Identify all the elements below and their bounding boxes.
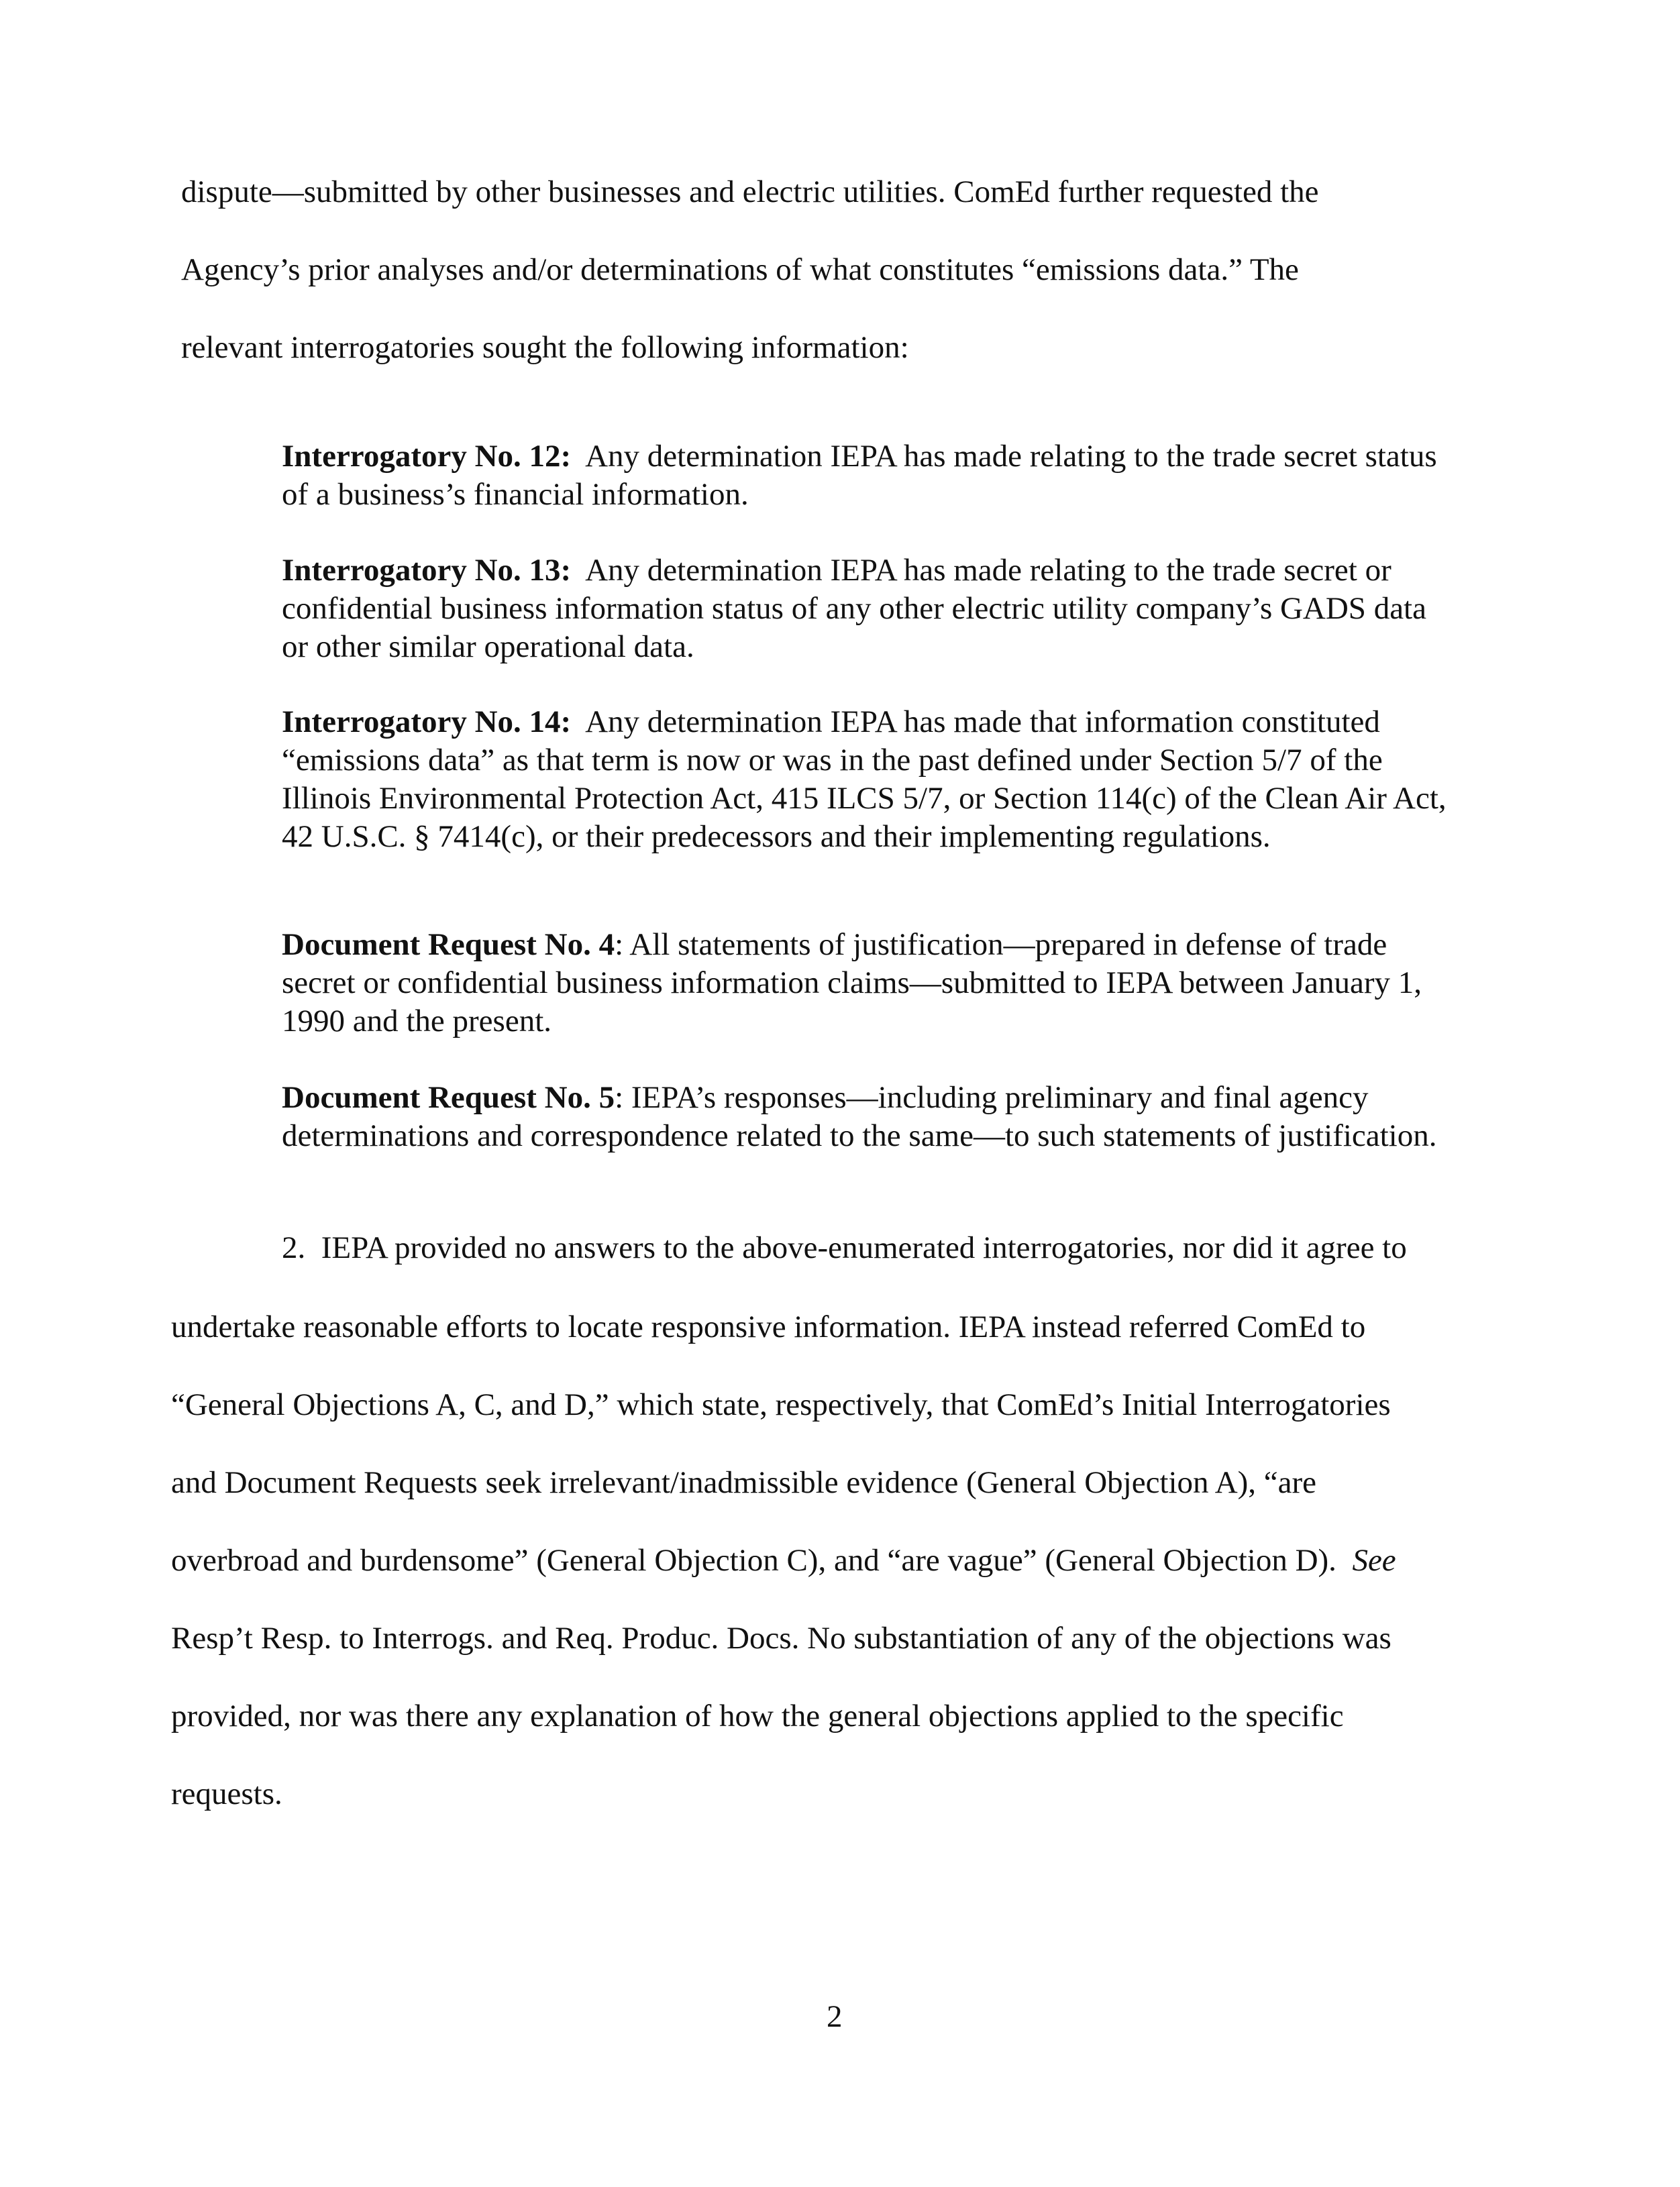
request-label: Interrogatory No. 13: [282,553,572,588]
request-text: : IEPA’s responses—including preliminary and final agency determinations and correspondence related to the same—to such statements of justification. [282,1080,1437,1153]
paragraph-2-line-5 [171,1542,1396,1579]
request-text: Any determination IEPA has made relating to the trade secret status of a business’s financial information. [282,439,1437,512]
page-number: 2 [827,1999,843,2034]
interrogatory-13 [282,551,1456,666]
paragraph-2-line-6: Resp’t Resp. to Interrogs. and Req. Produc. Docs. No substantiation of any of the objections was [171,1621,1392,1656]
paragraph-2-line-3: “General Objections A, C, and D,” which state, respectively, that ComEd’s Initial Interrogatories [171,1387,1391,1422]
intro-line-2: Agency’s prior analyses and/or determinations of what constitutes “emissions data.” The [181,252,1299,287]
request-text: : All statements of justification—prepared in defense of trade secret or confidential business information claims—submitted to IEPA between January 1, 1990 and the present. [282,927,1422,1038]
interrogatory-12 [282,437,1456,514]
intro-line-3: relevant interrogatories sought the following information: [181,330,909,365]
document-request-5 [282,1079,1456,1155]
request-label: Document Request No. 4 [282,927,615,962]
paragraph-2-line-7: provided, nor was there any explanation of how the general objections applied to the specific [171,1699,1344,1733]
paragraph-2-line-2: undertake reasonable efforts to locate responsive information. IEPA instead referred ComEd to [171,1310,1366,1344]
paragraph-2-line-1: 2. IEPA provided no answers to the above-enumerated interrogatories, nor did it agree to [282,1230,1407,1265]
request-label: Interrogatory No. 14: [282,704,572,739]
paragraph-2-line-8: requests. [171,1776,282,1811]
interrogatory-14 [282,703,1456,856]
paragraph-2-line-4: and Document Requests seek irrelevant/inadmissible evidence (General Objection A), “are [171,1465,1317,1500]
request-text: Any determination IEPA has made that information constituted “emissions data” as that term is now or was in the past defined under Section 5/7 of the Illinois Environmental Protection Act, 415 ILCS 5/7, or Section 114(c) of the Clean Air Act, 42 U.S.C. § 7414(c), or their predecessors and their implementing regulations. [282,704,1447,854]
see-signal: See [1352,1543,1396,1578]
request-label: Interrogatory No. 12: [282,439,572,474]
intro-line-1: dispute—submitted by other businesses and electric utilities. ComEd further requested the [181,174,1319,209]
request-label: Document Request No. 5 [282,1080,615,1115]
document-request-4 [282,926,1456,1041]
paragraph-2-line-5-text: overbroad and burdensome” (General Objection C), and “are vague” (General Objection D). [171,1543,1336,1578]
request-text: Any determination IEPA has made relating to the trade secret or confidential business information status of any other electric utility company’s GADS data or other similar operational data. [282,553,1426,664]
